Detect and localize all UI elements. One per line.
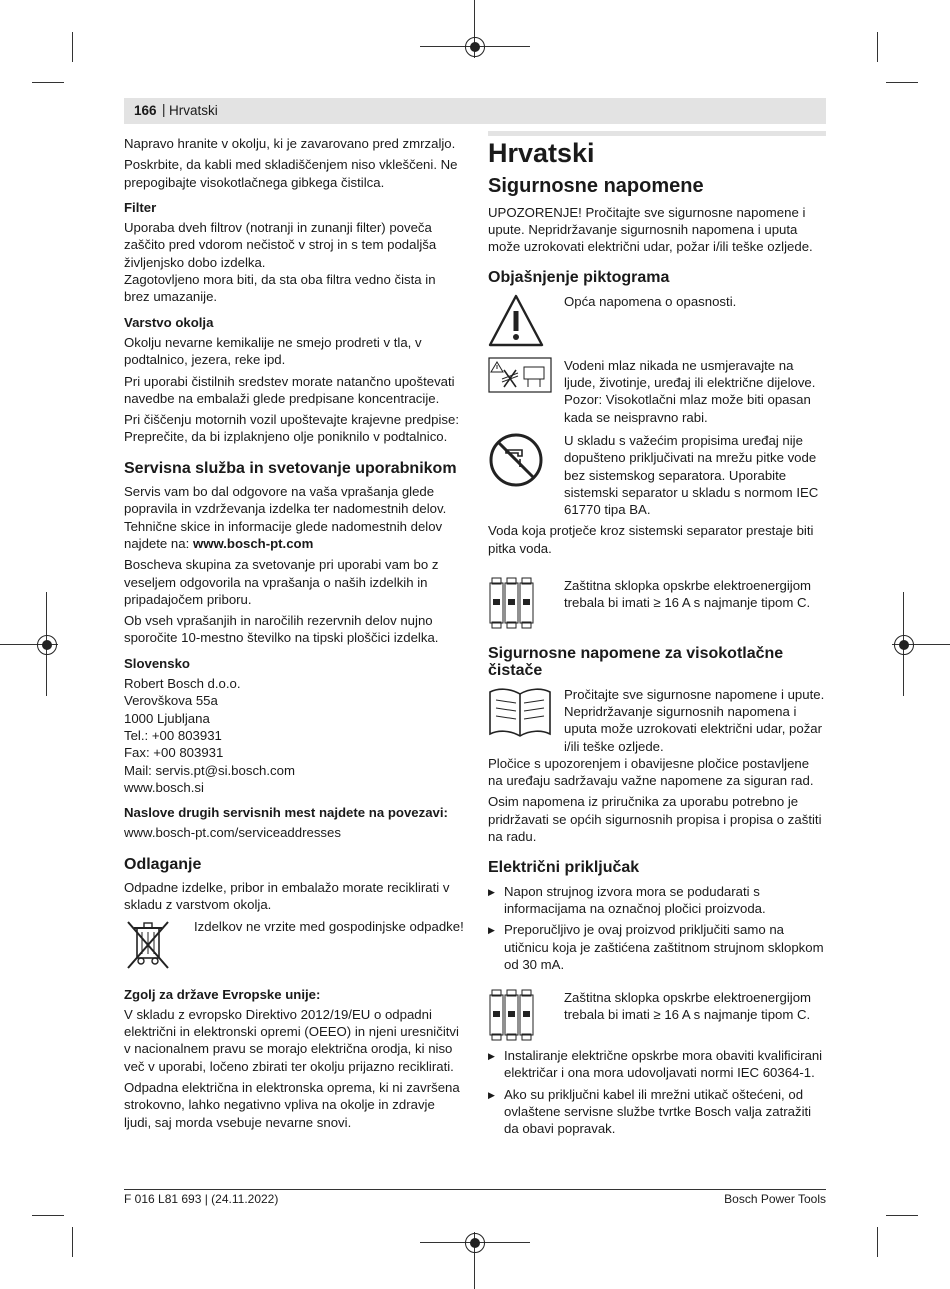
footer-brand: Bosch Power Tools [724, 1192, 826, 1206]
address-line: Robert Bosch d.o.o. [124, 676, 241, 692]
heading-environment: Varstvo okolja [124, 314, 214, 330]
pictogram-general-hazard: Opća napomena o opasnosti. [488, 293, 826, 355]
other-services-link[interactable]: www.bosch-pt.com/serviceaddresses [124, 825, 341, 841]
heading-filter: Filter [124, 199, 157, 215]
paragraph-env-2: Pri uporabi čistilnih sredstev morate natančno upoštevati navedbe na embalaži glede predpisane koncentracije. [124, 373, 455, 406]
heading-safety: Sigurnosne napomene [488, 175, 704, 198]
registration-mark-left [37, 635, 57, 655]
registration-mark-bottom [465, 1233, 485, 1253]
paragraph-env-1: Okolju nevarne kemikalije ne smejo prodreti v tla, v podtalnico, jezera, reke ipd. [124, 334, 422, 368]
registration-mark-right [894, 635, 914, 655]
paragraph-disposal: Odpadne izdelke, pribor in embalažo morate reciklirati v skladu z varstvom okolja. [124, 879, 450, 913]
paragraph-eu-1: V skladu z evropsko Direktivo 2012/19/EU o odpadni električni in elektronski opremi (OEEO) in njeni uresničitvi v nacionalnem pravu se morajo električna orodja, ki niso več v uporabi, ločeno zbirati ter okolju prijazno reciklirati. [124, 1006, 459, 1074]
address-line: 1000 Ljubljana [124, 710, 210, 726]
pictogram-circuit-breaker-2: Zaštitna sklopka opskrbe elektroenergijom trebala bi imati ≥ 16 A s najmanje tipom C. [488, 989, 826, 1047]
paragraph-filter: Uporaba dveh filtrov (notranji in zunanji filter) poveča zaščito pred vdorom nečistoč v stroj in s tem podaljša življenjsko dobo izdelka. Zagotovljeno mora biti, da sta oba filtra vedno čista in brez umazanije. [124, 220, 437, 305]
heading-disposal: Odlaganje [124, 855, 202, 873]
paragraph-safety: UPOZORENJE! Pročitajte sve sigurnosne napomene i upute. Nepridržavanje sigurnosnih napomena i uputa može uzrokovati električni udar, požar i/ili teške ozljede. [488, 204, 813, 255]
heading-hp-safety: Sigurnosne napomene za visokotlačne čistače [488, 645, 784, 680]
header-language: Hrvatski [169, 103, 218, 118]
heading-other-services: Naslove drugih servisnih mest najdete na povezavi: [124, 805, 448, 821]
paragraph-frost: Napravo hranite v okolju, ki je zavarovano pred zmrzaljo. [124, 136, 456, 151]
heading-eu: Zgolj za države Evropske unije: [124, 986, 321, 1002]
circuit-breaker-icon [488, 577, 536, 629]
open-book-icon [488, 686, 552, 738]
address-line: Mail: servis.pt@si.bosch.com [124, 762, 295, 778]
page-number: 166 [134, 103, 157, 118]
paragraph-service-2: Boscheva skupina za svetovanje pri uporabi vam bo z veseljem odgovorila na vprašanja o naših izdelkih in pripadajočem priboru. [124, 557, 439, 607]
crossed-bin-icon [124, 918, 174, 970]
bullet-item: ▶ Napon strujnog izvora mora se podudarati s informacijama na označnoj pločici proizvoda. [488, 883, 826, 918]
header-separator: | [162, 102, 166, 117]
address-line: Tel.: +00 803931 [124, 727, 222, 743]
registration-mark-top [465, 37, 485, 57]
heading-electrical: Električni priključak [488, 859, 640, 877]
footer-doc-number: F 016 L81 693 | (24.11.2022) [124, 1192, 279, 1206]
paragraph-env-3: Pri čiščenju motornih vozil upoštevajte krajevne predpise: Preprečite, da bi izplaknjeno olje poniknilo v podtalnico. [124, 412, 459, 445]
service-link[interactable]: www.bosch-pt.com [192, 535, 314, 551]
paragraph-hp-2: Osim napomena iz priručnika za uporabu potrebno je pridržavati se općih sigurnosnih propisa i propisa o zaštiti na radu. [488, 794, 822, 845]
no-drinking-water-icon [488, 432, 544, 488]
pictogram-water-jet: Vodeni mlaz nikada ne usmjeravajte na ljude, životinje, uređaj ili električne dijelove. Pozor: Visokotlačni mlaz može biti opasan kada se neispravno rabi. [488, 357, 826, 426]
pictogram-no-drinking-water: U skladu s važećim propisima uređaj nije dopušteno priključivati na mrežu pitke vode bez sistemskog separatora. Uporabite sistemski separator u skladu s normom IEC 61770 tipa BA. [488, 432, 826, 518]
address-line: Verovškova 55a [124, 693, 218, 709]
paragraph-service-1: Servis vam bo dal odgovore na vaša vprašanja glede popravila in vzdrževanja izdelka ter nadomestnih delov. Tehnične skice in informacije glede nadomestnih delov najdete na: www.bosch-pt.com [124, 484, 447, 551]
weee-text: Izdelkov ne vrzite med gospodinjske odpadke! [194, 918, 464, 934]
paragraph-cables: Poskrbite, da kabli med skladiščenjem niso vkleščeni. Ne prepogibajte visokotlačnega gibkega čistilca. [124, 157, 458, 190]
weee-row [124, 918, 464, 974]
address-line: www.bosch.si [124, 779, 204, 795]
address-block [124, 675, 464, 796]
left-column [124, 135, 464, 1135]
heading-service: Servisna služba in svetovanje uporabnikom [124, 459, 457, 477]
address-line: Fax: +00 803931 [124, 745, 224, 761]
right-column [488, 133, 826, 1142]
footer-rule [124, 1189, 826, 1190]
paragraph-eu-2: Odpadna električna in elektronska oprema, ki ni završena strokovno, lahko negativno vpliva na okolje in zdravje ljudi, saj morda vsebuje nevarne snovi. [124, 1080, 460, 1130]
pictogram-circuit-breaker: Zaštitna sklopka opskrbe elektroenergijom trebala bi imati ≥ 16 A s najmanje tipom C. [488, 577, 826, 631]
heading-pictograms: Objašnjenje piktograma [488, 269, 670, 287]
paragraph-hp-1: Pločice s upozorenjem i obavijesne pločice postavljene na uređaju sadržavaju važne napomene za siguran rad. [488, 755, 814, 789]
page-header [124, 98, 826, 124]
paragraph-separator: Voda koja protječe kroz sistemski separator prestaje biti pitka voda. [488, 523, 814, 556]
bullet-item: ▶ Instaliranje električne opskrbe mora obaviti kvalificirani električar i ona mora udovoljavati normi IEC 60364-1. [488, 1047, 826, 1082]
section-title: Hrvatski [488, 138, 595, 168]
heading-country: Slovensko [124, 655, 190, 671]
paragraph-service-3: Ob vseh vprašanjih in naročilih rezervnih delov nujno sporočite 10-mestno številko na tipski ploščici izdelka. [124, 613, 439, 646]
water-jet-warning-icon [488, 357, 552, 393]
bullet-item: ▶ Preporučljivo je ovaj proizvod priključiti samo na utičnicu koja je zaštićena zaštitnom strujnom sklopkom od 30 mA. [488, 921, 826, 973]
circuit-breaker-icon [488, 989, 536, 1041]
warning-triangle-icon [488, 293, 544, 349]
read-manual-row: Pročitajte sve sigurnosne napomene i upute. Nepridržavanje sigurnosnih napomena i uputa može uzrokovati električni udar, požar i/ili teške ozljede. [488, 686, 826, 755]
bullet-item: ▶ Ako su priključni kabel ili mrežni utikač oštećeni, od ovlaštene servisne službe tvrtke Bosch valja zatražiti da obavi popravak. [488, 1086, 826, 1138]
